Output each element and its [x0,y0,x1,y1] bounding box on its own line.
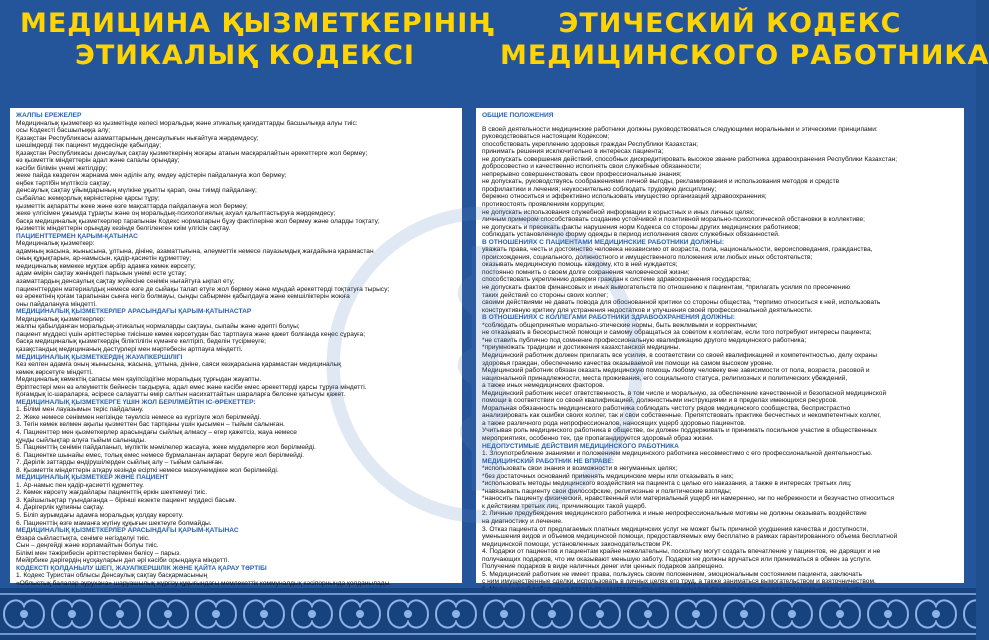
russian-text-line: руководствоваться настоящим Кодексом; [482,133,610,141]
russian-text-line: здоровья граждан, обеспечению качества оказываемой им помощи на самом высоком уровне. [482,359,774,367]
russian-text-line: не допускать использования служебной информации в корыстных и иных личных целях; [482,208,755,216]
russian-text-line: уменьшения видов и объемов медицинской помощи, предоставляемых ему бесплатно в рамках гарантированного объема бесплатной [482,533,898,541]
kazakh-text-line: Қоғамдық іс-шараларға, әсіресе салауатты өмір салтын насихаттайтын шараларға белсене қатысуы қажет. [16,391,346,399]
kazakh-text-line: сыбайлас жемқорлық көріністеріне қарсы тұру; [16,195,160,203]
kazakh-section-heading: МЕДИЦИНАЛЫҚ ҚЫЗМЕТКЕРЛЕР АРАСЫНДАҒЫ ҚАРЫМ-ҚАТЫНАС [16,527,239,535]
russian-text-line: конструктивную критику для устранения недостатков и улучшения своей профессиональной деятельности. [482,306,813,314]
russian-text-line: 1. Злоупотребление знаниями и положением медицинского работника несовместимо с его профессиональной деятельностью. [482,450,873,458]
kazakh-text-line: 6. Пациентке шынайы емес, толық емес немесе бұрмаланған ақпарат беруге жол берілмейді. [16,451,304,459]
kazakh-text-line: қызметтік ақпаратты жеке және өзге мақсаттарда пайдалануға жол бермеу; [16,202,248,210]
russian-text-line: 5. Медицинский работник не имеет права, пользуясь своим положением, эмоциональным состоянием пациента, заключать [482,570,863,578]
kazakh-text-line: 5. Пациенттің сенімін пайдаланып, мүліктік мәмілелер жасауға, жеке мүдделерге жол берілмейді. [16,444,316,452]
kazakh-text-line: Өзара сыйластықта, сенімге негізделуі тиіс. [16,534,150,542]
russian-text-line: не допускать, руководствуясь соображениями личной выгоды, рекламирования и использования методов и средств [482,178,840,186]
russian-text-line: к действиям третьих лиц, причиняющих такой ущерб. [482,502,647,510]
kazakh-text-line: 1. Білімі мен лауазымын теріс пайдалану. [16,406,144,414]
ornament-border [0,588,976,640]
kazakh-text-line: Медициналық көмектің сапасы мен қауіпсіздігіне моральдық тұрғыдан жауапты. [16,376,262,384]
russian-text-line: национальной принадлежности, места проживания, его социального статуса, религиозных и политических убеждений, [482,374,848,382]
russian-text-line: *навязывать пациенту свои философские, религиозные и политические взгляды; [482,487,732,495]
kazakh-text-line: 4. Дәрігерлік құпияны сақтау. [16,504,105,512]
russian-text-body [476,108,964,613]
russian-text-line: способствовать укреплению здоровья граждан Республики Казахстан; [482,140,698,148]
kazakh-section-heading: ЖАЛПЫ ЕРЕЖЕЛЕР [16,112,82,119]
russian-text-line: уважать права, честь и достоинство человека независимо от возраста, пола, национальности, вероисповедания, гражданства, [482,246,873,254]
kazakh-section-heading: КОДЕКСТІ ҚОЛДАНЫЛУ ШЕГІ, ЖАУАПКЕРШІЛІК ЖӘНЕ ҚАЙТА ҚАРАУ ТӘРТІБІ [16,564,267,572]
kazakh-text-line: қазақстандық медицинаның дәстүрлері мен мәртебесін артпауға міндетті. [16,345,243,353]
russian-text-line: *использовать свои знания и возможности в негуманных целях; [482,465,678,473]
kazakh-text-line: шешімдерді тек пациент мүддесінде қабылдау; [16,142,162,150]
russian-text-line: постоянно помнить о своем долге сохранения человеческой жизни; [482,268,690,276]
russian-text-line: медицинской помощи, установленных законодательством РК. [482,540,673,548]
kazakh-text-line: өз әрекетінің қоғам тарапынан сынға негіз болмауы, сынды сабырмен қабылдауға және кемшіліктерін жоюға [16,293,350,301]
russian-section-heading: МЕДИЦИНСКИЙ РАБОТНИК НЕ ВПРАВЕ: [482,457,615,465]
russian-text-line: личным примером способствовать созданию устойчивой и позитивной морально-психологической обстановки в коллективе; [482,216,865,224]
russian-text-line: Медицинский работник несет ответственность, в том числе и моральную, за обеспечение качественной и безопасной медицинской [482,389,887,397]
kazakh-text-line: 5. Біліп аурымдағы адамға моральдық қолдау көрсету. [16,511,184,519]
kazakh-text-body [10,108,462,613]
kazakh-text-line: қызметтік міндеттерін орындау кезінде белгіленген киім үлгісін сақтау. [16,225,231,233]
kazakh-text-line: 7. Дәрілік заттарды өндірушілерден сыйлық алу – тыйым салынған. [16,459,224,467]
russian-text-line: 4. Подарки от пациентов и пациентам крайне нежелательны, поскольку могут создать впечатление у пациентов, не дарящих и не [482,548,881,556]
kazakh-text-line: 3. Қайшылықтар туындағанда – бірінші кезекте пациент мүддесі басым. [16,496,237,504]
kazakh-text-line: адам өмірін сақтау жөніндегі парызын үнемі есте ұстау; [16,270,187,278]
russian-text-line: 2. Личные предубеждения медицинского работника и иные непрофессиональные мотивы не должны оказывать воздействие [482,510,867,518]
kazakh-text-line: өз қызметтік міндеттерін адал және сапалы орындау; [16,157,180,165]
russian-text-line: не отказывать в бескорыстной помощи и самому обращаться за советом к коллегам, если того потребуют интересы пациента; [482,329,872,337]
russian-text-line: не допускать фактов финансовых и иных вымогательств по отношению к пациентам, *прилагать усилия по пресечению [482,284,851,292]
russian-text-line: бережно относиться и эффективно использовать имущество организаций здравоохранения; [482,193,767,201]
russian-text-line: не допускать и пресекать факты нарушения норм Кодекса со стороны других медицинских работников; [482,223,801,231]
kazakh-section-heading: ПАЦИЕНТТЕРМЕН ҚАРЫМ-ҚАТЫНАС [16,232,138,240]
kazakh-text-line: Әріптестері мен өз әлеуметтік бейнесін тағдыруға, адал емес және кәсіби емес әрекеттерді қарсы тұруға міндетті. [16,383,367,391]
kazakh-text-line: жеке үлгісімен ұжымда тұрақты және оң моральдық-психологиялық ахуал қалыптастыруға жәрдемдесу; [16,210,336,218]
kazakh-text-line: 8. Қызметтік міндеттерін атқару кезінде есірткі немесе маскүнемдікке жол берілмейді. [16,466,279,474]
title-russian [500,8,989,78]
kazakh-section-heading: МЕДИЦИНАЛЫҚ ҚЫЗМЕТКЕРЛЕР АРАСЫНДАҒЫ ҚАРЫМ-ҚАТЫНАСТАР [16,308,252,316]
kazakh-text-line: басқа медициналық қызметкерлер тарапынан Кодекс нормаларын бұзу фактілеріне жол бермеу және оларды тоқтату; [16,217,380,225]
kazakh-section-heading: МЕДИЦИНАЛЫҚ ҚЫЗМЕТКЕРГЕ ҮШІН ЖОЛ БЕРІЛМЕЙТІН ІС-ӘРЕКЕТТЕР: [16,398,256,406]
kazakh-text-line: 2. Көмек көрсету жағдайлары пациенттің еркін шектемеуі тиіс. [16,489,208,497]
russian-text-line: противостоять проявлениям коррупции; [482,201,605,209]
kazakh-text-line: 1. Ар-намыс пен қадір-қасиетті құрметтеу. [16,481,144,489]
kazakh-section-heading: МЕДИЦИНАЛЫҚ ҚЫЗМЕТКЕРДІҢ ЖАУАПКЕРШІЛІГІ [16,353,183,361]
russian-text-line: а также различного рода непрофессионалов, наносящих ущерб здоровью пациентов. [482,419,746,427]
title-russian-line-1: ЭТИЧЕСКИЙ КОДЕКС [558,8,902,39]
kazakh-text-line: 4. Пациенттер мен қызметкерлер арасындағы сыйлық алмасу – егер қажетсіз, жауа немесе [16,428,297,436]
russian-text-line: таких действий со стороны своих коллег; [482,291,609,299]
russian-text-line: на диагностику и лечение. [482,517,563,525]
kazakh-text-line: еңбек тәртібін мүлтіксіз сақтау; [16,179,112,187]
russian-text-line: 3. Отказ пациента от предлагаемых платных медицинских услуг не может быть причиной ухудшения качества и доступности, [482,525,869,533]
kazakh-section-heading: МЕДИЦИНАЛЫҚ ҚЫЗМЕТКЕР ЖӘНЕ ПАЦИЕНТ [16,474,169,482]
kazakh-text-line: Мейірбике дәрігердің нұсқауларын дәл әрі кәсіби орындауға міндетті. [16,557,230,565]
russian-text-line: Медицинский работник обязан оказать медицинскую помощь любому человеку вне зависимости от пола, возраста, расовой и [482,367,870,375]
russian-section-heading: НЕДОПУСТИМЫЕ ДЕЙСТВИЯ МЕДИЦИНСКОГО РАБОТНИКА [482,442,679,450]
russian-text-line: В своей деятельности медицинские работники должны руководствоваться следующими моральными и этическими принципами: [482,125,878,133]
kazakh-text-line: пациент мүддесі үшін әріптестеріне тиісінше көмек көрсетудан бас тартпауға және қажет болғанда кеңес сұрауға; [16,330,366,338]
title-kazakh-line-2: ЭТИКАЛЫҚ КОДЕКСІ [75,40,415,71]
russian-text-line: *использовать методы медицинского воздействия на пациента с целью его наказания, а также в интересах третьих лиц; [482,480,852,488]
russian-text-line: мероприятиях, особенно тех, где пропагандируется здоровый образ жизни. [482,434,714,442]
title-kazakh-line-1: МЕДИЦИНА ҚЫЗМЕТКЕРІНІҢ [20,8,496,39]
russian-text-line: получающих подарков, что им оказывают меньшую заботу. Подарки не должны вручаться или приниматься в обмен за услуги. [482,555,872,563]
kazakh-text-line: Сын – деңгейді және корламайтын болуы тиіс. [16,542,159,550]
kazakh-text-line: көмек көрсетуге міндетті. [16,368,93,376]
kazakh-text-line: Медициналық қызметкер өз қызметінде келесі моральдық және этикалық қағидаттарды басшылыққа алуы тиіс: [16,119,358,127]
russian-text-line: Медицинский работник должен прилагать все усилия, в соответствии со своей квалификацией и компетентностью, делу охраны [482,351,877,359]
russian-text-line: Моральная обязанность медицинского работника соблюдать чистоту рядов медицинского сообщества, беспристрастно [482,404,851,412]
russian-text-line: непрерывно совершенствовать свои профессиональные знания; [482,170,682,178]
russian-text-line: *не ставить публично под сомнение профессиональную квалификацию другого медицинского работника; [482,336,807,344]
kazakh-text-line: кәсіби білімін үнемі жетілдіру; [16,164,108,172]
russian-section-heading: В ОТНОШЕНИЯХ С ПАЦИЕНТАМИ МЕДИЦИНСКИЕ РАБОТНИКИ ДОЛЖНЫ: [482,238,725,246]
kazakh-text-line: 2. Жеке немесе сеніммен негізінде тәуелсіз немесе өз күргізуге жол берілмейді. [16,413,262,421]
russian-text-line: своими действиями не давать повода для обоснованной критики со стороны общества, *терпимо относиться к ней, использовать [482,299,881,307]
russian-text-line: добросовестно и качественно исполнять свои служебные обязанности; [482,163,702,171]
kazakh-text-line: оның құқықтарын, ар-намысын, қадір-қасиетін құрметтеу; [16,255,192,263]
russian-section-heading: В ОТНОШЕНИЯХ С КОЛЛЕГАМИ РАБОТНИКИ ЗДРАВООХРАНЕНИЯ ДОЛЖНЫ: [482,314,735,322]
russian-text-panel [476,108,964,586]
kazakh-text-line: басқа медициналық қызметкердің біліктілігін күмәнге келтіріп, беделін түсірмеуге; [16,338,266,346]
kazakh-text-line: «Облыстық балалар аурухана» шаруашылық жүргізу құқығындағы мемлекеттік коммуналдық кәсіпорнында қолданылады. [16,579,392,587]
russian-text-line: Получение подарков в виде наличных денег или ценных подарков запрещено. [482,563,724,571]
kazakh-text-line: жалпы қабылданған моральдық-этикалық нормаларды сақтауы, сыпайы және әдепті болуы; [16,323,300,331]
russian-text-line: Учитывая роль медицинского работника в обществе, он должен поддерживать и принимать посильное участие в общественных [482,427,877,435]
russian-text-line: *без достаточных оснований применять медицинские меры или отказывать в них; [482,472,734,480]
russian-text-line: не допускать совершения действий, способных дискредитировать высокое звание работника здравоохранения Республики Казахстан; [482,155,898,163]
russian-text-line: *наносить пациенту физический, нравственный или материальный ущерб ни намеренно, ни по небрежности и безучастно относиться [482,495,895,503]
kazakh-text-line: 1. Кодекс Туристан облысы Денсаулық сақтау басқармасының [16,572,208,580]
kazakh-text-line: Қазақстан Республикасы денсаулық сақтау қызметкерінің жоғары атағын масқаралайтын әрекеттерге жол бермеу; [16,149,368,157]
kazakh-text-line: осы Кодексті басшылыққа алу; [16,127,111,135]
russian-text-line: принимать решения исключительно в интересах пациента; [482,148,664,156]
russian-text-line: анализировать как ошибки своих коллег, так и свои собственные. Препятствовать практике бесчестных и некомпетентных коллег, [482,412,882,420]
russian-text-line: помощи в соответствии со своей квалификацией, должностными инструкциями и в пределах имеющихся ресурсов. [482,397,838,405]
kazakh-text-line: адамның жасына, жынысына, ұлтына, дініне, азаматтығына, әлеуметтік немесе лауазымдық жағдайына қарамастан [16,247,374,255]
russian-text-line: оказывать медицинскую помощь каждому, кто в ней нуждается; [482,261,678,269]
kazakh-text-line: Қазақстан Республикасы азаматтарының денсаулығын нығайтуға жәрдемдесу; [16,134,259,142]
kazakh-text-line: Білімі мен тәжірибесін әріптестерімен бөлісу – парыз. [16,549,182,557]
kazakh-text-line: жеке пайда көздеген жарнама мен әділін алу, емдеу әдістерін пайдалануға жол бермеу; [16,172,287,180]
kazakh-text-line: Медициналық қызметкер: [16,240,95,248]
kazakh-text-line: оны пайдалануға міндетті. [16,300,97,308]
russian-text-line: происхождения, социального, должностного и имущественного положения или любых иных обстоятельств; [482,253,813,261]
kazakh-text-line: азаматтардың денсаулық сақтау жүйесіне сенімін нығайтуға ықпал ету; [16,278,235,286]
kazakh-text-line: денсаулық сақтау ұйымдарының мүлкіне ұқыпты қарап, оны тиімді пайдалану; [16,187,257,195]
russian-section-heading: ОБЩИЕ ПОЛОЖЕНИЯ [482,112,554,119]
kazakh-text-line: пациенттерден материалдық немесе өзге де сыйақы талап етуге жол бермеу және мұндай әрекеттерді тоқтатуға тырысу; [16,285,390,293]
title-kazakh [20,8,496,78]
russian-text-line: *приумножать традиции и достижения казахстанской медицины. [482,344,681,352]
russian-text-line: соблюдать установленную форму одежды в период исполнения своих служебных обязанностей. [482,231,780,239]
russian-text-line: *соблюдать общепринятые морально-этические нормы, быть вежливыми и корректными; [482,321,758,329]
kazakh-text-line: 3. Тегін көмек келмен ақылы қызметтен бас тартқаны үшін қысымен – тыйым салынған. [16,421,285,429]
kazakh-text-line: Медициналық қызметкерлер: [16,315,106,323]
kazakh-text-panel [10,108,462,587]
kazakh-text-line: медициналық көмекке мұқтаж әрбір адамға көмек көрсету; [16,262,196,270]
russian-text-line: способствовать укреплению доверия граждан к системе здравоохранения государства; [482,276,751,284]
russian-text-line: а также иных немедицинских факторов. [482,382,605,390]
kazakh-text-line: 6. Пациенттің өзге маманға жүгіну құқығын шектеуге болмайды. [16,519,212,527]
russian-text-line: профилактики и лечения; неукоснительно соблюдать трудовую дисциплину; [482,185,717,193]
kazakh-text-line: Кез келген адамға оның жынысына, жасына, ұлтына, дініне, саяси көзқарасына қарамастан медициналық [16,361,342,369]
title-russian-line-2: МЕДИЦИНСКОГО РАБОТНИКА [500,40,989,71]
kazakh-text-line: құнды сыйлықтар алуға тыйым салынады. [16,436,147,444]
russian-text-line: с ним имущественные сделки, использовать в личных целях его труд, а также заниматься вымогательством и взяточничеством. [482,578,876,586]
